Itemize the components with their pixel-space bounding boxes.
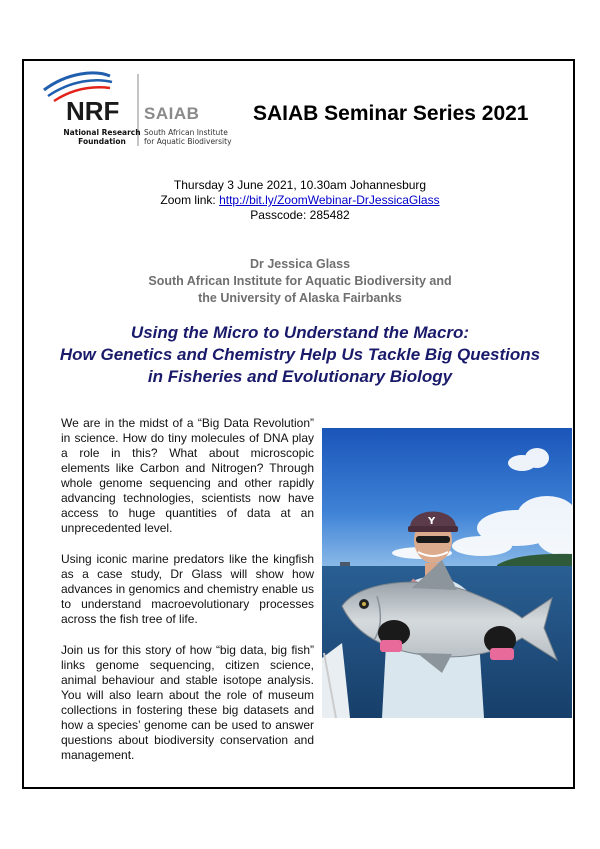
abstract-paragraph-1: We are in the midst of a “Big Data Revolution” in science. How do tiny molecules of DNA play a role in this? What about microscopic elements like Carbon and Nitrogen? Through whole genome sequencing and other rapidly advancing technologies, scientists now have access to huge quantities of data at an unprecedented level.	[61, 416, 314, 535]
abstract-paragraph-2: Using iconic marine predators like the kingfish as a case study, Dr Glass will show how advances in genomics and chemistry enable us to understand macroevolutionary processes across the fish tree of life.	[61, 552, 314, 626]
speaker-affiliation-2: the University of Alaska Fairbanks	[198, 291, 402, 305]
speaker-photo	[322, 428, 572, 718]
event-info	[100, 178, 500, 223]
nrf-logo-text: NRF	[66, 96, 120, 126]
abstract-paragraph-3: Join us for this story of how “big data, big fish” links genome sequencing, citizen science, animal behaviour and stable isotope analysis. You will also learn about the role of museum collections in fostering these big datasets and how a species’ genome can be used to answer questions about biodiversity conservation and management.	[61, 643, 314, 762]
zoom-label: Zoom link:	[160, 193, 220, 207]
distant-ship	[340, 562, 350, 566]
abstract	[61, 416, 314, 779]
talk-title: Using the Micro to Understand the Macro: How Genetics and Chemistry Help Us Tackle Big Questions in Fisheries and Evolutionary Biology	[59, 323, 541, 386]
speaker-affiliation-1: South African Institute for Aquatic Biodiversity and	[148, 274, 452, 288]
series-title: SAIAB Seminar Series 2021	[253, 102, 529, 125]
zoom-link[interactable]: http://bit.ly/ZoomWebinar-DrJessicaGlass	[219, 193, 440, 207]
event-datetime: Thursday 3 June 2021, 10.30am Johannesburg	[173, 178, 427, 192]
speaker-name: Dr Jessica Glass	[249, 257, 351, 271]
speaker-block	[60, 256, 540, 307]
zoom-line	[100, 193, 500, 208]
passcode: Passcode: 285482	[250, 208, 350, 222]
saiab-logo-text: SAIAB	[144, 104, 200, 123]
nrf-caption: National Research Foundation	[63, 128, 141, 146]
saiab-caption: South African Institute for Aquatic Biodiversity	[144, 128, 232, 146]
cap-logo: Y	[428, 516, 436, 527]
